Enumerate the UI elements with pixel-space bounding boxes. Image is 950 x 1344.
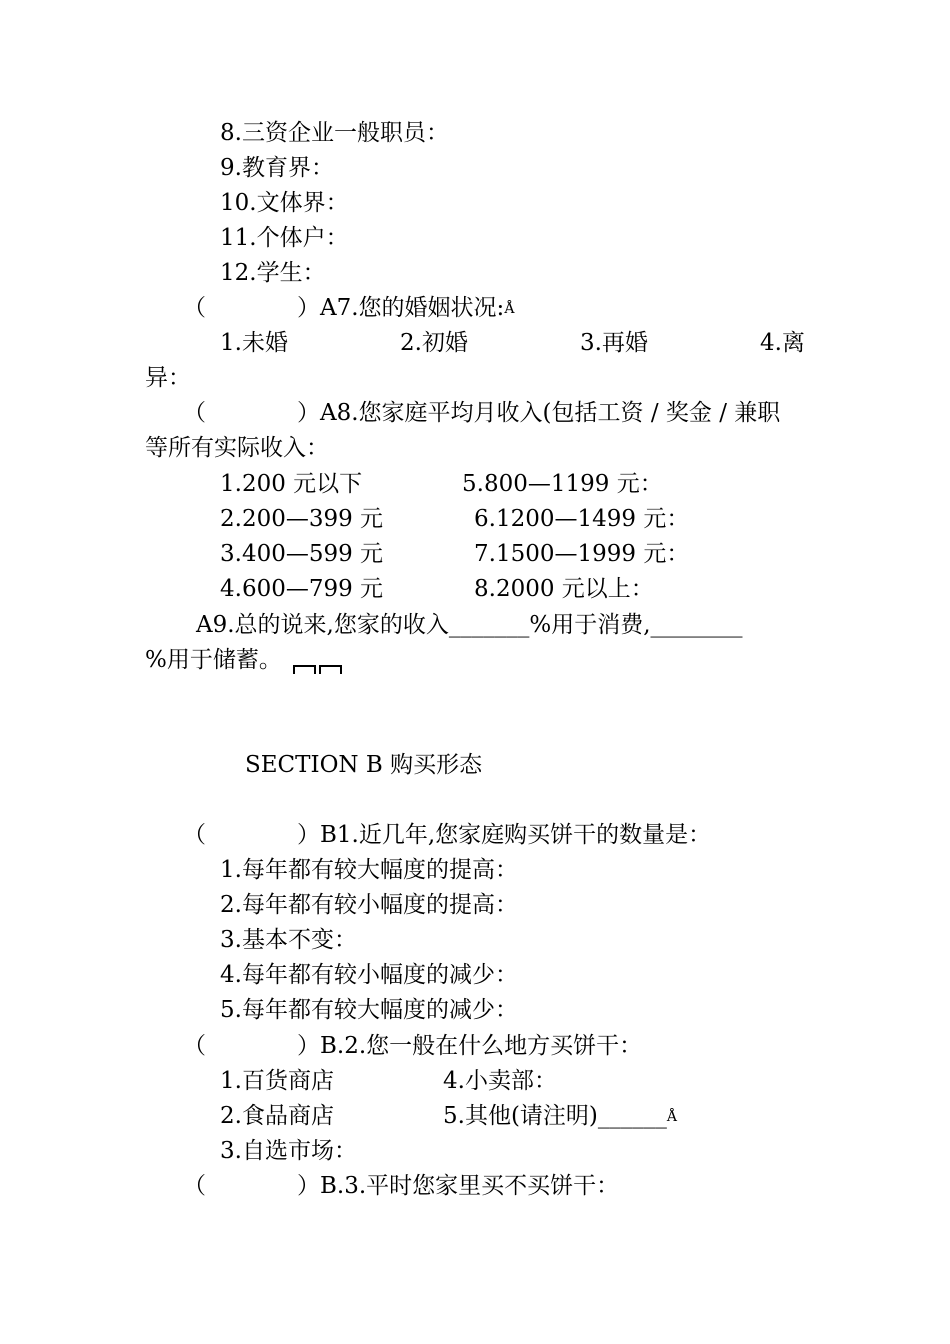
occupation-option-9: 9.教育界：: [220, 155, 334, 181]
b2-option-1: 1.百货商店: [220, 1068, 334, 1094]
a8-option-1: 1.200 元以下: [220, 471, 363, 497]
a7-option-2: 2.初婚: [400, 330, 468, 356]
a8-option-2: 2.200—399 元: [220, 506, 384, 532]
question-a7-text: A7.您的婚姻状况:: [320, 295, 505, 321]
b1-option-5: 5.每年都有较大幅度的减少：: [220, 997, 518, 1023]
special-char-mark: Å: [504, 301, 515, 317]
b2-option-2: 2.食品商店: [220, 1103, 334, 1129]
decorative-glyph-icon: [292, 663, 344, 675]
a8-option-3: 3.400—599 元: [220, 541, 384, 567]
question-a8: （ ）A8.您家庭平均月收入(包括工资 / 奖金 / 兼职: [183, 400, 781, 426]
answer-paren-b1[interactable]: （: [183, 822, 206, 848]
question-b3: （ ）B.3.平时您家里买不买饼干：: [183, 1173, 620, 1199]
occupation-option-8: 8.三资企业一般职员：: [220, 120, 449, 146]
question-b3-text: B.3.平时您家里买不买饼干：: [320, 1173, 620, 1199]
question-a9-wrap: %用于储蓄。: [145, 647, 282, 673]
a8-option-6: 6.1200—1499 元：: [474, 506, 690, 532]
section-b-heading: SECTION B 购买形态: [245, 752, 483, 778]
b2-option-5-text: 5.其他(请注明)______: [443, 1103, 667, 1129]
a8-option-5: 5.800—1199 元：: [462, 471, 663, 497]
a8-option-4: 4.600—799 元: [220, 576, 384, 602]
question-b2-text: B.2.您一般在什么地方买饼干：: [320, 1033, 643, 1059]
answer-paren-b3[interactable]: （: [183, 1173, 206, 1199]
question-a8-wrap: 等所有实际收入：: [145, 435, 329, 461]
b2-option-4: 4.小卖部：: [443, 1068, 557, 1094]
a8-option-8: 8.2000 元以上：: [474, 576, 654, 602]
a7-option-4: 4.离: [760, 330, 805, 356]
occupation-option-10: 10.文体界：: [220, 190, 349, 216]
question-a8-text: A8.您家庭平均月收入(包括工资 / 奖金 / 兼职: [320, 400, 781, 426]
a7-option-4-wrap: 异：: [145, 365, 191, 391]
a8-option-7: 7.1500—1999 元：: [474, 541, 690, 567]
a7-option-1: 1.未婚: [220, 330, 288, 356]
b1-option-1: 1.每年都有较大幅度的提高：: [220, 857, 518, 883]
answer-paren-a7[interactable]: （: [183, 295, 206, 321]
b1-option-3: 3.基本不变：: [220, 927, 357, 953]
a7-option-3: 3.再婚: [580, 330, 648, 356]
occupation-option-12: 12.学生：: [220, 260, 326, 286]
special-char-mark: Å: [666, 1109, 678, 1125]
b1-option-4: 4.每年都有较小幅度的减少：: [220, 962, 518, 988]
question-a7: （ ）A7.您的婚姻状况:Å: [183, 293, 514, 324]
question-b2: （ ）B.2.您一般在什么地方买饼干：: [183, 1033, 643, 1059]
question-a9: A9.总的说来,您家的收入_______%用于消费,________: [196, 612, 743, 638]
b2-option-3: 3.自选市场：: [220, 1138, 357, 1164]
occupation-option-11: 11.个体户：: [220, 225, 349, 251]
answer-paren-b2[interactable]: （: [183, 1033, 206, 1059]
b2-option-5: [443, 1101, 677, 1132]
answer-paren-a8[interactable]: （: [183, 400, 206, 426]
b1-option-2: 2.每年都有较小幅度的提高：: [220, 892, 518, 918]
question-b1-text: B1.近几年,您家庭购买饼干的数量是：: [320, 822, 712, 848]
question-b1: （ ）B1.近几年,您家庭购买饼干的数量是：: [183, 822, 712, 848]
